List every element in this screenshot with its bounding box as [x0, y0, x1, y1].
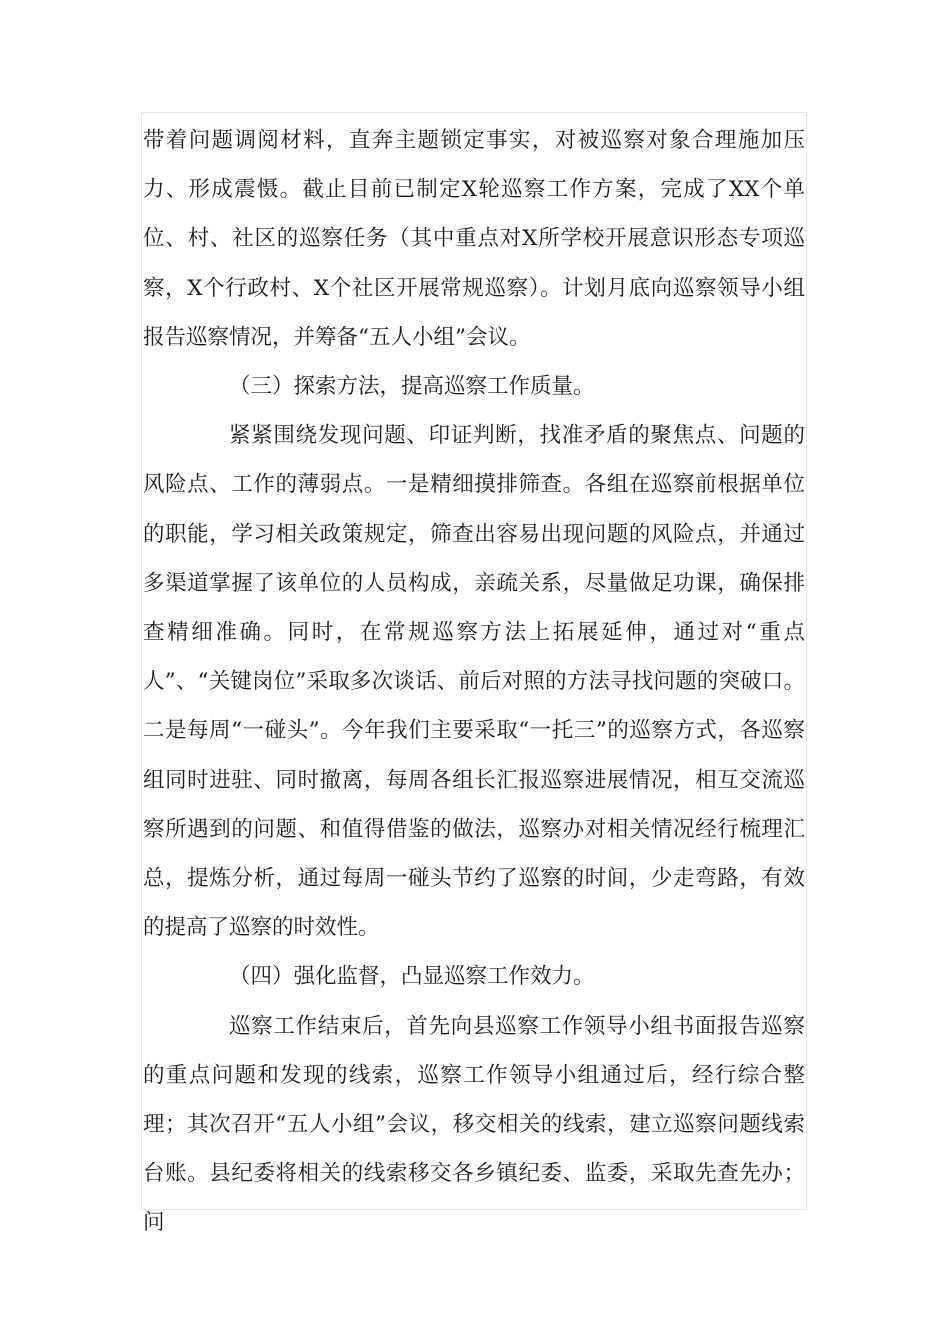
section-heading-3: （三）探索方法，提高巡察工作质量。 — [229, 374, 595, 400]
paragraph-continued: 带着问题调阅材料，直奔主题锁定事实，对被巡察对象合理施加压力、形成震慑。截止目前已制定X轮巡察工作方案，完成了XX个单位、村、社区的巡察任务（其中重点对X所学校开展意识形态专项巡察，X个行政村、X个社区开展常规巡察）。计划月底向巡察领导小组报告巡察情况，并筹备“五人小组”会议。 — [143, 128, 805, 350]
document-body — [143, 116, 805, 1248]
paragraph-supervision: 巡察工作结束后，首先向县巡察工作领导小组书面报告巡察的重点问题和发现的线索，巡察工作领导小组通过后，经行综合整理；其次召开“五人小组”会议，移交相关的线索，建立巡察问题线索台账。县纪委将相关的线索移交各乡镇纪委、监委，采取先查先办；问 — [143, 1013, 805, 1236]
section-heading-4: （四）强化监督，凸显巡察工作效力。 — [229, 964, 595, 990]
paragraph-methods: 紧紧围绕发现问题、印证判断，找准矛盾的聚焦点、问题的风险点、工作的薄弱点。一是精细摸排筛查。各组在巡察前根据单位的职能，学习相关政策规定，筛查出容易出现问题的风险点，并通过多渠道掌握了该单位的人员构成，亲疏关系，尽量做足功课，确保排查精细准确。同时，在常规巡察方法上拓展延伸，通过对“重点人”、“关键岗位”采取多次谈话、前后对照的方法寻找问题的突破口。二是每周“一碰头”。今年我们主要采取“一托三”的巡察方式，各巡察组同时进驻、同时撤离，每周各组长汇报巡察进展情况，相互交流巡察所遇到的问题、和值得借鉴的做法，巡察办对相关情况经行梳理汇总，提炼分析，通过每周一碰头节约了巡察的时间，少走弯路，有效的提高了巡察的时效性。 — [143, 423, 805, 941]
